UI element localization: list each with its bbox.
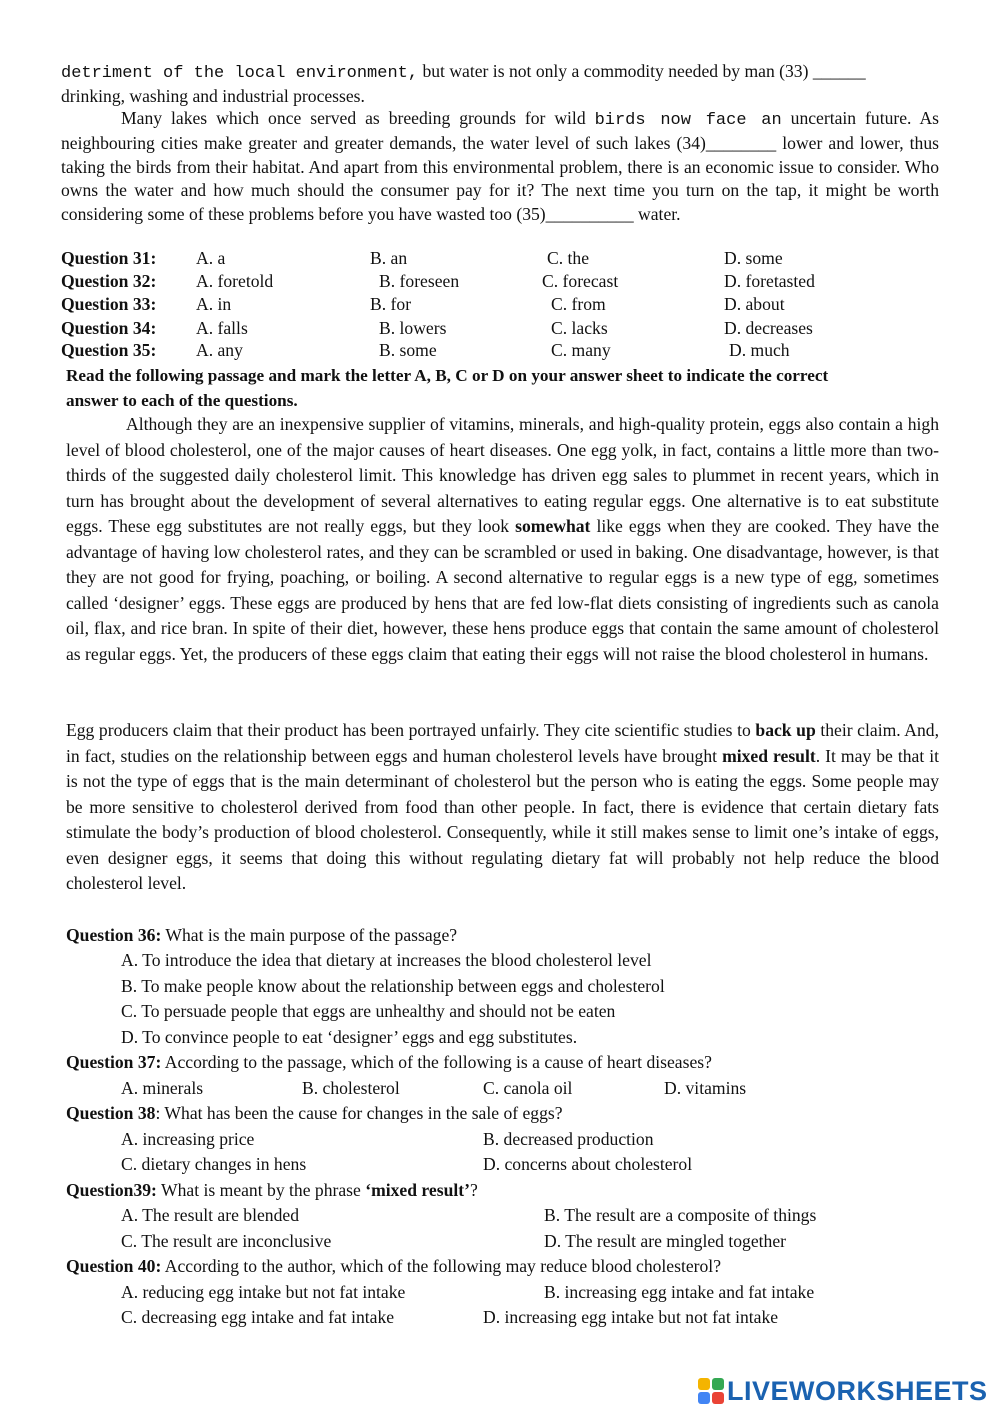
q37-option-c[interactable]: C. canola oil <box>483 1078 573 1098</box>
option-a[interactable]: A. falls <box>196 318 248 338</box>
bold-phrase-back-up: back up <box>755 720 816 740</box>
option-d[interactable]: D. about <box>724 294 785 314</box>
q36-option-c[interactable]: C. To persuade people that eggs are unhealthy and should not be eaten <box>121 1001 616 1021</box>
option-a[interactable]: A. in <box>196 294 232 314</box>
question-36-stem: Question 36: What is the main purpose of the passage? <box>66 925 458 945</box>
q40-option-a[interactable]: A. reducing egg intake but not fat intake <box>121 1282 406 1302</box>
q40-option-d[interactable]: D. increasing egg intake but not fat intake <box>483 1307 779 1327</box>
q36-option-b[interactable]: B. To make people know about the relationship between eggs and cholesterol <box>121 976 665 996</box>
logo-text: LIVEWORKSHEETS <box>727 1375 988 1406</box>
bold-phrase-mixed-result: mixed result <box>722 745 816 766</box>
bold-word-somewhat: somewhat <box>515 516 591 536</box>
instruction-line-2: answer to each of the questions. <box>66 391 298 410</box>
q38-option-c[interactable]: C. dietary changes in hens <box>121 1154 307 1174</box>
cloze-line-1: detriment of the local environment, but water is not only a commodity needed by man (33) ______ <box>61 61 866 83</box>
liveworksheets-logo[interactable] <box>698 1376 988 1406</box>
question-33: Question 33: A. in B. for C. from D. about <box>61 294 785 314</box>
option-a[interactable]: A. foretold <box>196 271 274 291</box>
q40-option-c[interactable]: C. decreasing egg intake and fat intake <box>121 1307 395 1327</box>
q39-option-a[interactable]: A. The result are blended <box>121 1205 299 1225</box>
question-32: Question 32: A. foretold B. foreseen C. forecast D. foretasted <box>61 271 815 291</box>
instruction-line-1: Read the following passage and mark the letter A, B, C or D on your answer sheet to indicate the correct <box>66 366 829 385</box>
q39-option-d[interactable]: D. The result are mingled together <box>544 1231 786 1251</box>
option-a[interactable]: A. a <box>196 248 226 268</box>
option-b[interactable]: B. lowers <box>379 318 447 338</box>
passage-paragraph-1: Although they are an inexpensive supplier of vitamins, minerals, and high-quality protein, eggs also contain a high level of blood cholesterol, one of the major causes of heart diseases. One egg yolk, in fact, contains a little more than two-thirds of the suggested daily cholesterol limit. This knowledge has driven egg sales to plummet in recent years, which in turn has brought about the development of several alternatives to eating regular eggs. One alternative is to eat substitute eggs. These egg substitutes are not really eggs, but they look somewhat like eggs when they are cooked. They have the advantage of having low cholesterol rates, and they can be scrambled or used in baking. One disadvantage, however, is that they are not good for frying, poaching, or boiling. A second alternative to regular eggs is a new type of egg, sometimes called ‘designer’ eggs. These eggs are produced by hens that are fed low-flat diets consisting of ingredients such as canola oil, flax, and rice bran. In spite of their diet, however, these hens produce eggs that contain the same amount of cholesterol as regular eggs. Yet, the producers of these eggs claim that eating their eggs will not raise the blood cholesterol in humans. <box>66 414 940 664</box>
q38-option-d[interactable]: D. concerns about cholesterol <box>483 1154 693 1174</box>
question-34: Question 34: A. falls B. lowers C. lacks D. decreases <box>61 318 813 338</box>
q38-option-a[interactable]: A. increasing price <box>121 1129 255 1149</box>
option-c[interactable]: C. lacks <box>551 318 608 338</box>
option-b[interactable]: B. some <box>379 340 437 360</box>
option-c[interactable]: C. from <box>551 294 606 314</box>
q38-option-b[interactable]: B. decreased production <box>483 1129 654 1149</box>
q39-option-b[interactable]: B. The result are a composite of things <box>544 1205 817 1225</box>
q40-option-b[interactable]: B. increasing egg intake and fat intake <box>544 1282 815 1302</box>
cloze-paragraph-2: Many lakes which once served as breeding grounds for wild birds now face an uncertain future. As neighbouring cities make greater and greater demands, the water level of such lakes (34)________ lower and lower, thus taking the birds from their habitat. And apart from this environmental problem, there is an economic issue to consider. Who owns the water and how much should the consumer pay for it? The next time you turn on the tap, it might be worth considering some of these problems before you have wasted too (35)__________ water. <box>61 108 939 224</box>
cloze-line-1-mono: detriment of the local environment, <box>61 64 419 83</box>
cloze-line-2: drinking, washing and industrial processes. <box>61 86 365 106</box>
option-d[interactable]: D. some <box>724 248 783 268</box>
passage-paragraph-2: Egg producers claim that their product has been portrayed unfairly. They cite scientific studies to back up their claim. And, in fact, studies on the relationship between eggs and human cholesterol levels have brought mixed result. It may be that it is not the type of eggs that is the main determinant of cholesterol but the person who is eating the eggs. Some people may be more sensitive to cholesterol derived from food than other people. In fact, there is evidence that certain dietary fats stimulate the body’s production of blood cholesterol. Consequently, while it still makes sense to limit one’s intake of eggs, even designer eggs, it seems that doing this without regulating dietary fat will probably not help reduce the blood cholesterol level. <box>66 720 939 893</box>
q36-option-a[interactable]: A. To introduce the idea that dietary at increases the blood cholesterol level <box>121 950 652 970</box>
question-38-stem: Question 38: What has been the cause for changes in the sale of eggs? <box>66 1103 563 1123</box>
option-d[interactable]: D. foretasted <box>724 271 815 291</box>
q37-option-a[interactable]: A. minerals <box>121 1078 204 1098</box>
q37-option-b[interactable]: B. cholesterol <box>302 1078 400 1098</box>
liveworksheets-logo-icon <box>698 1378 724 1404</box>
question-31: Question 31: A. a B. an C. the D. some <box>61 248 783 268</box>
option-b[interactable]: B. foreseen <box>379 271 460 291</box>
question-37-stem: Question 37: According to the passage, which of the following is a cause of heart diseases? <box>66 1052 712 1072</box>
option-d[interactable]: D. much <box>729 340 790 360</box>
q39-option-c[interactable]: C. The result are inconclusive <box>121 1231 332 1251</box>
question-40-stem: Question 40: According to the author, which of the following may reduce blood cholesterol? <box>66 1256 722 1276</box>
q37-option-d[interactable]: D. vitamins <box>664 1078 747 1098</box>
option-c[interactable]: C. many <box>551 340 611 360</box>
question-35: Question 35: A. any B. some C. many D. much <box>61 340 790 360</box>
option-b[interactable]: B. an <box>370 248 408 268</box>
option-c[interactable]: C. forecast <box>542 271 619 291</box>
q36-option-d[interactable]: D. To convince people to eat ‘designer’ eggs and egg substitutes. <box>121 1027 578 1047</box>
option-b[interactable]: B. for <box>370 294 412 314</box>
question-39-stem: Question39: What is meant by the phrase ‘mixed result’? <box>66 1180 478 1200</box>
option-d[interactable]: D. decreases <box>724 318 813 338</box>
option-c[interactable]: C. the <box>547 248 590 268</box>
option-a[interactable]: A. any <box>196 340 243 360</box>
